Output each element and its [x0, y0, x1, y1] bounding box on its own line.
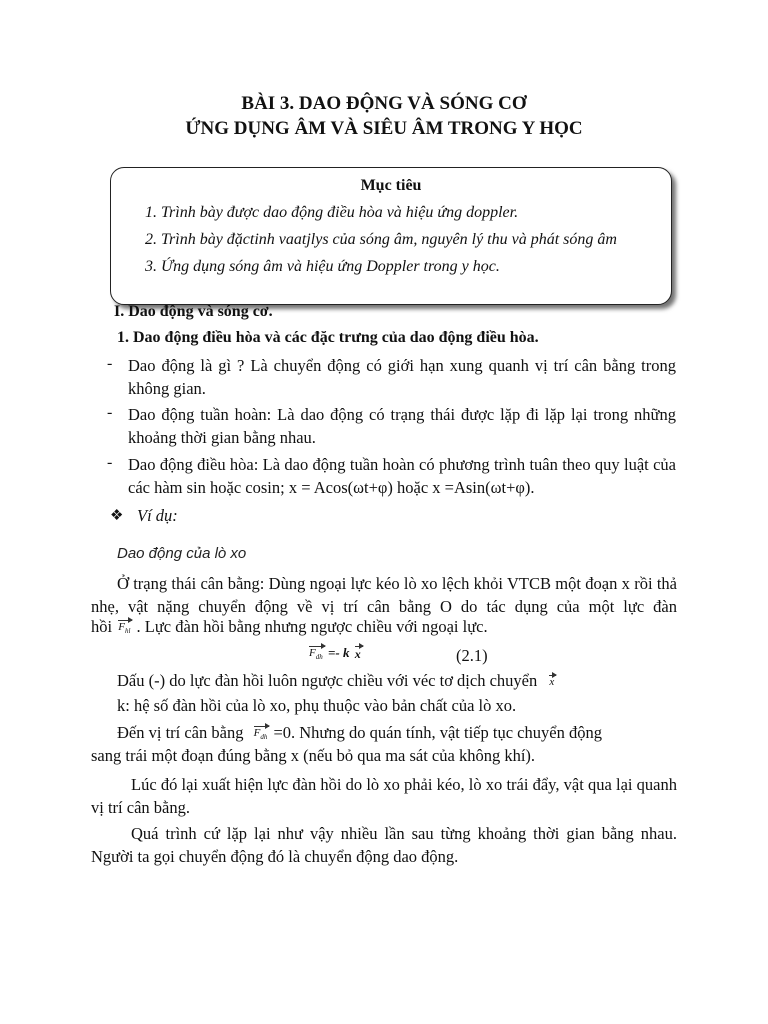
displacement-vector-icon: x [354, 646, 361, 661]
bullet-item: Dao động là gì ? Là chuyển động có giới hạn xung quanh vị trí cân bằng trong không gian. [128, 356, 676, 398]
paragraph-line: sang trái một đoạn đúng bằng x (nếu bỏ qua ma sát của không khí). [91, 746, 536, 765]
objectives-box [110, 167, 672, 305]
objective-item: 1. Trình bày được dao động điều hòa và hiệu ứng doppler. [145, 204, 519, 221]
example-label: Ví dụ: [137, 506, 178, 525]
page-subtitle: ỨNG DỤNG ÂM VÀ SIÊU ÂM TRONG Y HỌC [185, 118, 583, 139]
bullet-marker: - [107, 404, 113, 421]
bullet-item: Dao động tuần hoàn: Là dao động có trạng thái được lặp đi lặp lại trong những khoảng thời gian bằng nhau. [128, 405, 676, 447]
page-title: BÀI 3. DAO ĐỘNG VÀ SÓNG CƠ [241, 93, 527, 114]
paragraph-line [117, 671, 556, 691]
text: =0. Nhưng do quán tính, vật tiếp tục chuyển động [273, 723, 602, 742]
text: hồi [91, 617, 113, 636]
force-hl-vector-icon: $F_{hl}$ [118, 621, 131, 636]
diamond-bullet-icon: ❖ [110, 508, 124, 524]
paragraph: Ở trạng thái cân bằng: Dùng ngoại lực kéo lò xo lệch khỏi VTCB một đoạn x rồi thả nhẹ, vật nặng chuyển động về vị trí cân bằng O do tác dụng của một lực đàn [91, 574, 677, 616]
paragraph: Lúc đó lại xuất hiện lực đàn hồi do lò xo phải kéo, lò xo trái đẩy, vật qua lại quanh vị trí cân bằng. [91, 775, 677, 817]
formula [307, 645, 363, 662]
subsection-heading: 1. Dao động điều hòa và các đặc trưng của dao động điều hòa. [117, 329, 539, 346]
text: . Lực đàn hồi bằng nhưng ngược chiều với ngoại lực. [136, 617, 488, 636]
objective-item: 2. Trình bày đặctinh vaatjlys của sóng âm, nguyên lý thu và phát sóng âm [145, 231, 617, 248]
formula-rhs: =- k [327, 645, 350, 660]
objectives-heading: Mục tiêu [360, 177, 422, 194]
force-dh-vector-icon: $F_{dh}$ [253, 727, 268, 742]
paragraph: Quá trình cứ lặp lại như vậy nhiều lần sau từng khoảng thời gian bằng nhau. Người ta gọi chuyển động đó là chuyển động dao động. [91, 824, 677, 866]
formula-number: (2.1) [456, 646, 488, 665]
bullet-marker: - [107, 355, 113, 372]
section-heading: I. Dao động và sóng cơ. [114, 303, 273, 320]
objective-item: 3. Ứng dụng sóng âm và hiệu ứng Doppler trong y học. [145, 258, 500, 275]
text: Dấu (-) do lực đàn hồi luôn ngược chiều với véc tơ dịch chuyển [117, 671, 538, 690]
example-subtitle: Dao động của lò xo [117, 545, 247, 562]
bullet-marker: - [107, 454, 113, 471]
bullet-item: Dao động điều hòa: Là dao động tuần hoàn có phương trình tuân theo quy luật của các hàm sin hoặc cosin; x = Acos(ωt+φ) hoặc x =Asin(ωt+φ). [128, 455, 676, 497]
force-dh-vector-icon: $F_{dh}$ [309, 646, 323, 662]
paragraph-line: k: hệ số đàn hồi của lò xo, phụ thuộc vào bản chất của lò xo. [117, 696, 517, 715]
displacement-vector-icon: x [549, 676, 555, 689]
paragraph-line [117, 723, 602, 743]
text: Đến vị trí cân bằng [117, 723, 244, 742]
paragraph-line [91, 617, 488, 637]
